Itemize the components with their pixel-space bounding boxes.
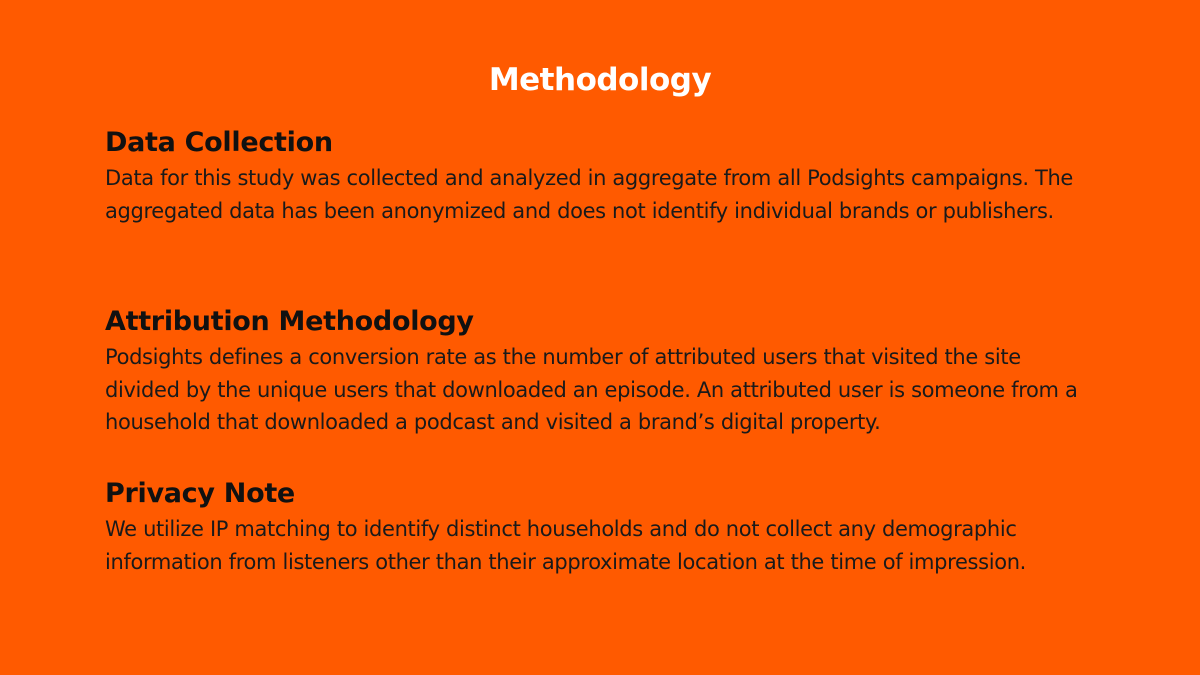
section-privacy-note — [105, 477, 1095, 578]
section-body-privacy-note: We utilize IP matching to identify distinct households and do not collect any demographic information from listeners other than their approximate location at the time of impression. — [105, 517, 1026, 574]
section-body-data-collection: Data for this study was collected and analyzed in aggregate from all Podsights campaigns. The aggregated data has been anonymized and does not identify individual brands or publishers. — [105, 166, 1073, 223]
section-heading-attribution-methodology: Attribution Methodology — [105, 306, 474, 337]
section-data-collection — [105, 126, 1095, 227]
page-title: Methodology — [488, 62, 712, 98]
section-heading-privacy-note: Privacy Note — [105, 478, 295, 509]
section-heading-data-collection: Data Collection — [105, 127, 333, 158]
section-body-attribution-methodology: Podsights defines a conversion rate as the number of attributed users that visited the site divided by the unique users that downloaded an episode. An attributed user is someone from a household that downloaded a podcast and visited a brand’s digital property. — [105, 345, 1078, 434]
section-attribution-methodology — [105, 305, 1095, 439]
